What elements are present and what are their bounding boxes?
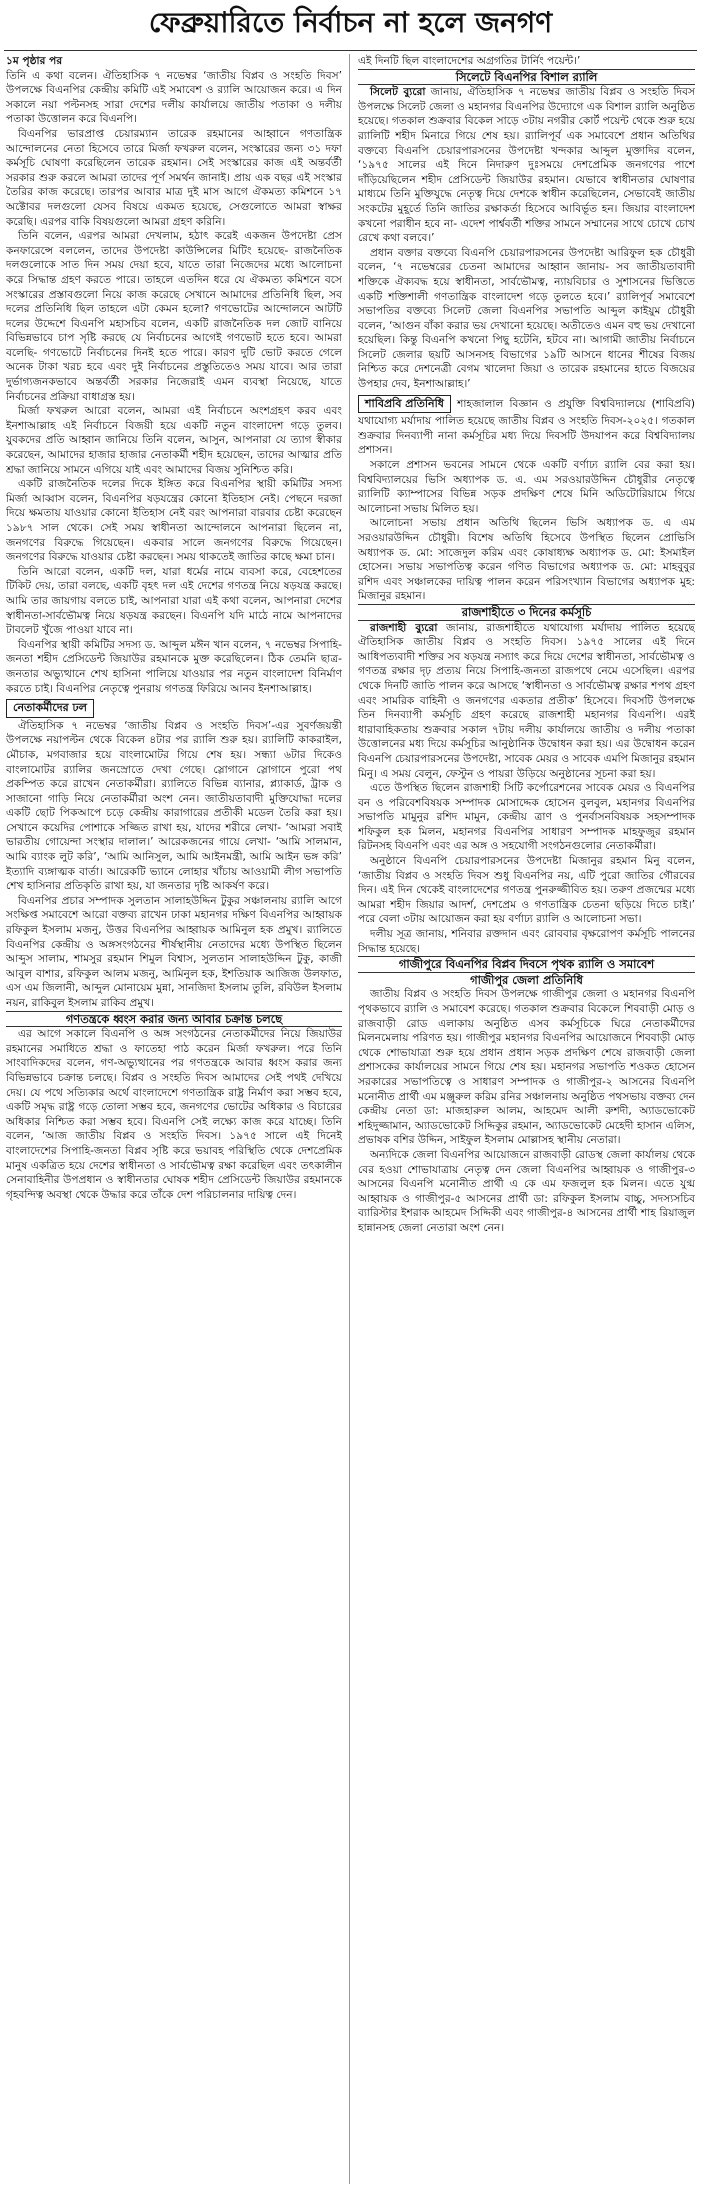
paragraph: বিএনপির প্রচার সম্পাদক সুলতান সালাহউদ্দিন টুকুর সঞ্চালনায় র‍্যালি আগে সংক্ষিপ্ত সমাবেশে আরো বক্তব্য রাখেন ঢাকা মহানগর দক্ষিণ বিএনপির আহ্বায়ক রফিকুল ইসলাম মজনু, উত্তর বিএনপির আহ্বায়ক আমিনুল হক প্রমুখ। র‍্যালিতে বিএনপির কেন্দ্রীয় ও অঙ্গসংগঠনের শীর্ষস্থানীয় নেতাদের মধ্যে উপস্থিত ছিলেন আব্দুস সালাম, শামসুর রহমান শিমুল বিশ্বাস, সুলতান সালাহউদ্দিন টুকু, কাজী আবুল বাশার, রফিকুল আলম মজনু, আমিনুল হক, ইশতিয়াক আজিজ উলফাত, এস এম জিলানী, আব্দুল মোনায়েম মুন্না, সানজিদা ইসলাম তুলি, রবিউল ইসলাম নয়ন, রাকিবুল ইসলাম রাকিব প্রমুখ। bbox=[6, 894, 342, 1009]
column-divider bbox=[349, 54, 350, 2184]
paragraph: বিএনপির স্থায়ী কমিটির সদস্য ড. আব্দুল মঈন খান বলেন, ৭ নভেম্বর সিপাহি-জনতা শহীদ প্রেসিডেন্ট জিয়াউর রহমানকে মুক্ত করেছিলেন। ঠিক তেমনি ছাত্র-জনতার অভ্যুত্থানে শেখ হাসিনা পালিয়ে যাওয়ার পর নতুন বাংলাদেশ বিনির্মাণ করতে চাই। বিএনপির নেতৃত্বে পুনরায় গণতন্ত্র ফিরিয়ে আনব ইনশাআল্লাহ। bbox=[6, 638, 342, 695]
subheading-gazipur: গাজীপুরে বিএনপির বিপ্লব দিবসে পৃথক র‍্যালি ও সমাবেশ bbox=[358, 956, 695, 973]
paragraph: তিনি আরো বলেন, একটি দল, যারা ধর্মের নামে ব্যবসা করে, বেহেশতের টিকিট দেয়, তারা বলছে, একটি বৃহৎ দল এই দেশের গণতন্ত্র নিয়ে ষড়যন্ত্র করছে। আমি তার জায়গায় বলতে চাই, আপনারা যারা এই কথা বলেন, আপনারা দেশের স্বাধীনতা-সার্বভৌমত্ব নিয়ে ষড়যন্ত্র করছেন। বিএনপি যদি মাঠে নামে আপনাদের টাবলেট খুঁজে পাওয়া যাবে না। bbox=[6, 565, 342, 637]
subheading-sylhet: সিলেটে বিএনপির বিশাল র‍্যালি bbox=[358, 69, 695, 86]
paragraph: অন্যদিকে জেলা বিএনপির আয়োজনে রাজবাড়ী রোডস্থ জেলা কার্যালয় থেকে বের হওয়া শোভাযাত্রায় নেতৃত্ব দেন জেলা বিএনপির আহ্বায়ক ও গাজীপুর-৩ আসনের বিএনপি মনোনীত প্রার্থী এ কে এম ফজলুল হক মিলন। এতে যুগ্ম আহ্বায়ক ও গাজীপুর-৫ আসনের প্রার্থী ডা: রফিকুল ইসলাম বাচ্চু, সদস্যসচিব ব্যারিস্টার ইশরাক আহমেদ সিদ্দিকী এবং গাজীপুর-৪ আসনের প্রার্থী শাহ রিয়াজুল হান্নানসহ জেলা নেতারা অংশ নেন। bbox=[358, 1148, 695, 1234]
subheading-conspiracy: গণতন্ত্রকে ধ্বংস করার জন্য আবার চক্রান্ত চলছে bbox=[6, 1011, 342, 1028]
paragraph: এর আগে সকালে বিএনপি ও অঙ্গ সংগঠনের নেতাকর্মীদের নিয়ে জিয়াউর রহমানের সমাধিতে শ্রদ্ধা ও ফাতেহা পাঠ করেন মির্জা ফখরুল। পরে তিনি সাংবাদিকদের বলেন, গণ-অভ্যুত্থানের পর গণতন্ত্রকে আবার ধ্বংস করার জন্য বিভিন্নভাবে চক্রান্ত চলছে। বিপ্লব ও সংহতি দিবস আমাদের সেই পথই দেখিয়ে দেয়। যে পথে সত্যিকার অর্থে বাংলাদেশে গণতান্ত্রিক রাষ্ট্র নির্মাণ করা সম্ভব হবে, একটি সমৃদ্ধ রাষ্ট্র গড়ে তোলা সম্ভব হবে, জনগণের ভোটের অধিকার ও বিচারের অধিকার নিশ্চিত করা সম্ভব হবে। বিএনপি সেই লক্ষ্যে কাজ করে যাচ্ছে। তিনি বলেন, ‘আজ জাতীয় বিপ্লব ও সংহতি দিবস। ১৯৭৫ সালে এই দিনেই বাংলাদেশের সিপাহি-জনতা বিপ্লব সৃষ্টি করে ভয়াবহ পরিস্থিতি থেকে দেশপ্রেমিক মানুষ একত্রিত হয়ে দেশের স্বাধীনতা ও সার্বভৌমত্ব রক্ষা করেছিল এবং তৎকালীন সেনাবাহিনীর উপপ্রধান ও স্বাধীনতার ঘোষক শহীদ প্রেসিডেন্ট জিয়াউর রহমানকে গৃহবন্দিত্ব অবস্থা থেকে উদ্ধার করে তাঁকে দেশ পরিচালনার দায়িত্ব দেন। bbox=[6, 1028, 342, 1201]
paragraph: সকালে প্রশাসন ভবনের সামনে থেকে একটি বর্ণাঢ্য র‍্যালি বের করা হয়। বিশ্ববিদ্যালয়ের ভিসি অধ্যাপক ড. এ. এম সরওয়ারউদ্দিন চৌধুরীর নেতৃত্বে র‍্যালিটি ক্যাম্পাসের বিভিন্ন সড়ক প্রদক্ষিণ শেষে মিনি অডিটোরিয়ামে গিয়ে আলোচনা সভায় মিলিত হয়। bbox=[358, 459, 695, 515]
headline-rule bbox=[4, 50, 697, 51]
paragraph: তিনি বলেন, এরপর আমরা দেখলাম, হঠাৎ করেই একজন উপদেষ্টা প্রেস কনফারেন্সে বললেন, তাদের উপদেষ্টা কাউন্সিলের মিটিং হয়েছে- রাজনৈতিক দলগুলোকে সাত দিন সময় দেয়া হবে, যাতে তারা নিজেদের মধ্যে আলোচনা করে সিদ্ধান্ত গ্রহণ করতে পারে। তাহলে এতদিন ধরে যে ঐকমত্য কমিশনে বসে সংস্কারের প্রস্তাবগুলো নিয়ে কাজ করেছে সেখানে আমাদের প্রতিনিধি ছিল, সব দলের প্রতিনিধি ছিল তাহলে এটা কেমন হলো? গণভোটের আন্দোলনে আটটি দলের উদ্দেশে বিএনপি মহাসচিব বলেন, একটি রাজনৈতিক দল জোট বানিয়ে বিভিন্নভাবে চাপ সৃষ্টি করছে যে নির্বাচনের আগেই গণভোট হতে হবে। আমরা বলেছি- গণভোটে নির্বাচনের দিনই হতে পারে। কারণ দুটি ভোট করতে গেলে অনেক টাকা খরচ হবে এবং দুই নির্বাচনের প্রস্তুতিতেও সময় যাবে। আর তারা দুর্ভাগ্যজনকভাবে অন্তর্বর্তী সরকার নিজেরাই এমন ব্যবস্থা নিয়েছে, যাতে নির্বাচনের প্রক্রিয়া বাধাগ্রস্ত হয়। bbox=[6, 230, 342, 403]
paragraph: তিনি এ কথা বলেন। ঐতিহাসিক ৭ নভেম্বর ‘জাতীয় বিপ্লব ও সংহতি দিবস’ উপলক্ষে বিএনপির কেন্দ্রীয় কমিটি এই সমাবেশ ও র‍্যালি আয়োজন করে। এ দিন সকালে নয়া পল্টনসহ সারা দেশের দলীয় কার্যালয়ে জাতীয় পতাকা ও দলীয় পতাকা উত্তোলন করে বিএনপি। bbox=[6, 69, 342, 126]
paragraph: এই দিনটি ছিল বাংলাদেশের অগ্রগতির টার্নিং পয়েন্ট।’ bbox=[358, 55, 581, 67]
left-column bbox=[6, 54, 342, 2186]
byline-rajshahi: রাজশাহী ব্যুরো bbox=[370, 621, 438, 634]
paragraph: বিএনপির ভারপ্রাপ্ত চেয়ারম্যান তারেক রহমানের আহ্বানে গণতান্ত্রিক আন্দোলনের নেতা হিসেবে তারে মির্জা ফখরুল বলেন, সংস্কারের জন্য ৩১ দফা কর্মসূচি ঘোষণা করেছিলেন তারেক রহমান। সেই সংস্কারের কাজ এই অন্তর্বর্তী সরকার শুরু করলে আমরা তাদের পূর্ণ সমর্থন জানাই। প্রায় এক বছর এই সংস্কার তৈরির কাজ করেছে। তারপর আবার মাত্র দুই মাস আগে ঐকমত্য কমিশনে ১৭ অক্টোবর দলগুলো যেসব বিষয়ে একমত হয়েছে, সেগুলোতে আমরা স্বাক্ষর করেছি। এরপর বাকি বিষয়গুলো আমরা গ্রহণ করিনি। bbox=[6, 127, 342, 228]
paragraph: জানায়, ঐতিহাসিক ৭ নভেম্বর জাতীয় বিপ্লব ও সংহতি দিবস উপলক্ষে সিলেট জেলা ও মহানগর বিএনপির উদ্যোগে এক বিশাল র‍্যালি অনুষ্ঠিত হয়েছে। গতকাল শুক্রবার বিকেল সাড়ে ৩টায় নগরীর কোর্ট পয়েন্ট থেকে শুরু হয়ে র‍্যালিটি শহীদ মিনারে গিয়ে শেষ হয়। র‍্যালিপূর্ব এক সমাবেশে প্রধান অতিথির বক্তব্যে বিএনপি চেয়ারপারসনের উপদেষ্টা খন্দকার আব্দুল মুক্তাদির বলেন, ‘১৯৭৫ সালের এই দিনে নিদারুণ দুঃসময়ে দেশপ্রেমিক জনগণের পাশে দাঁড়িয়েছিলেন শহীদ প্রেসিডেন্ট জিয়াউর রহমান। যেভাবে স্বাধীনতার ঘোষণার মাধ্যমে তিনি মুক্তিযুদ্ধে নেতৃত্ব দিয়ে দেশকে স্বাধীন করেছিলেন, সেভাবেই জাতীয় সংকটের মুহূর্তে তিনি জাতির রক্ষাকর্তা হিসেবে আবির্ভূত হন। জিয়ার বাংলাদেশ কখনো পরাধীন হবে না- এদেশ পার্শ্ববর্তী শক্তির সামনে সম্মানের সাথে চোখে চোখ রেখে কথা বলবে।’ bbox=[358, 86, 695, 245]
paragraph: আলোচনা সভায় প্রধান অতিথি ছিলেন ভিসি অধ্যাপক ড. এ এম সরওয়ারউদ্দিন চৌধুরী। বিশেষ অতিথি হিসেবে উপস্থিত ছিলেন প্রোভিসি অধ্যাপক ড. মো: সাজেদুল করিম এবং কোষাধ্যক্ষ অধ্যাপক ড. মো: ইসমাইল হোসেন। সভায় সভাপতিত্ব করেন গণিত বিভাগের অধ্যাপক ড. মো: মাহবুবুর রশিদ এবং সঞ্চালকের দায়িত্ব পালন করেন পরিসংখ্যান বিভাগের অধ্যাপক মুহ: মিজানুর রহমান। bbox=[358, 517, 695, 603]
right-column bbox=[358, 54, 695, 2186]
paragraph: প্রধান বক্তার বক্তব্যে বিএনপি চেয়ারপারসনের উপদেষ্টা আরিফুল হক চৌধুরী বলেন, ‘৭ নভেম্বরের চেতনা আমাদের আহ্বান জানায়- সব জাতীয়তাবাদী শক্তিকে ঐক্যবদ্ধ হয়ে স্বাধীনতা, সার্বভৌমত্ব, ন্যায়বিচার ও সুশাসনের ভিত্তিতে একটি শক্তিশালী গণতান্ত্রিক বাংলাদেশ গড়ে তুলতে হবে।’ র‍্যালিপূর্ব সমাবেশে সভাপতির বক্তব্যে সিলেট জেলা বিএনপির সভাপতি আব্দুল কাইয়ুম চৌধুরী বলেন, ‘আগুন বাঁকা করার ভয় দেখানো হয়েছে। অতীতেও এমন বহু ভয় দেখানো হয়েছিল। কিন্তু বিএনপি কখনো পিছু হটেনি, হটবে না। আগামী জাতীয় নির্বাচনে সিলেট জেলার ছয়টি আসনসহ বিভাগের ১৯টি আসনে ধানের শীষের বিজয় নিশ্চিত করে দেশনেত্রী বেগম খালেদা জিয়া ও তারেক রহমানের হাতে বিজয়ের উপহার দেব, ইনশাআল্লাহ।’ bbox=[358, 246, 695, 391]
paragraph: অনুষ্ঠানে বিএনপি চেয়ারপারসনের উপদেষ্টা মিজানুর রহমান মিনু বলেন, ‘জাতীয় বিপ্লব ও সংহতি দিবস শুধু বিএনপির নয়, এটি পুরো জাতির গৌরবের দিন। এই দিন থেকেই বাংলাদেশের গণতন্ত্র পুনরুজ্জীবিত হয়। তরুণ প্রজন্মের মধ্যে আমরা শহীদ জিয়ার আদর্শ, দেশপ্রেম ও গণতান্ত্রিক চেতনা ছড়িয়ে দিতে চাই।’ পরে বেলা ৩টায় আয়োজন করা হয় বর্ণাঢ্য র‍্যালি ও আলোচনা সভা। bbox=[358, 855, 695, 926]
paragraph: ঐতিহাসিক ৭ নভেম্বর ‘জাতীয় বিপ্লব ও সংহতি দিবস’-এর সুবর্ণজয়ন্তী উপলক্ষে নয়াপল্টন থেকে বিকেল ৪টার পর র‍্যালি শুরু হয়। র‍্যালিটি কাকরাইল, মৌচাক, মগবাজার হয়ে বাংলামোটর গিয়ে শেষ হয়। সন্ধ্যা ৬টার দিকেও বাংলামোটর র‍্যালির জনস্রোতে দেখা গেছে। স্লোগানে স্লোগানে পুরো পথ প্রকম্পিত করে রাখেন নেতাকর্মীরা। র‍্যালিতে বিভিন্ন ব্যানার, প্ল্যাকার্ড, ট্রাক ও সাজানো গাড়ি নিয়ে নেতাকর্মীরা অংশ নেন। জাতীয়তাবাদী মুক্তিযোদ্ধা দলের একটি ছোট পিকআপে চড়ে কেন্দ্রীয় কারাগারের প্রতীকী মডেল তৈরি করা হয়। সেখানে কয়েদির পোশাকে সজ্জিত রাখা হয়, যাদের শরীরে লেখা- ‘আমরা সবাই ভারতীয় গোয়েন্দা সংস্থার দালাল।’ আরেকজনের গায়ে লেখা- ‘আমি সালমান, আমি ব্যাংক লুট করি’, ‘আমি আনিসুল, আমি আইনমন্ত্রী, আমি আইন ভঙ্গ করি’ ইত্যাদি ব্যঙ্গাত্মক বার্তা। আরেকটি ভ্যানে লোহার খাঁচায় আওয়ামী লীগ সভাপতি শেখ হাসিনার প্রতিকৃতি রাখা হয়, যা জনতার দৃষ্টি আকর্ষণ করে। bbox=[6, 719, 342, 893]
paragraph: এতে উপস্থিত ছিলেন রাজশাহী সিটি কর্পোরেশনের সাবেক মেয়র ও বিএনপির বন ও পরিবেশবিষয়ক সম্পাদক মোসাদ্দেক হোসেন বুলবুল, মহানগর বিএনপির সভাপতি মামুনুর রশিদ মামুন, কেন্দ্রীয় ত্রাণ ও পুনর্বাসনবিষয়ক সহসম্পাদক শফিকুল হক মিলন, মহানগর বিএনপির সাধারণ সম্পাদক মাহফুজুর রহমান রিটনসহ বিএনপি এবং এর অঙ্গ ও সহযোগী সংগঠনগুলোর নেতাকর্মীরা। bbox=[358, 782, 695, 853]
paragraph: জাতীয় বিপ্লব ও সংহতি দিবস উপলক্ষে গাজীপুর জেলা ও মহানগর বিএনপি পৃথকভাবে র‍্যালি ও সমাবেশ করেছে। গতকাল শুক্রবার বিকেলে শিববাড়ী মোড় ও রাজবাড়ী রোড এলাকায় অনুষ্ঠিত এসব কর্মসূচিকে ঘিরে নেতাকর্মীদের মিলনমেলায় পরিণত হয়। গাজীপুর মহানগর বিএনপির আয়োজনে শিববাড়ী মোড় থেকে শোভাযাত্রা শুরু হয়ে প্রধান প্রধান সড়ক প্রদক্ষিণ শেষে রাজবাড়ী জেলা প্রশাসকের কার্যালয়ের সামনে গিয়ে শেষ হয়। মহানগর সভাপতি শওকত হোসেন সরকারের সভাপতিত্বে ও সাধারণ সম্পাদক ও গাজীপুর-২ আসনের বিএনপি মনোনীত প্রার্থী এম মঞ্জুরুল করিম রনির সঞ্চালনায় অনুষ্ঠিত পথসভায় বক্তব্য দেন কেন্দ্রীয় নেতা ডা: মাজহারুল আলম, আহমেদ আলী রুশদী, অ্যাডভোকেট শহিদুজ্জামান, অ্যাডভোকেট সিদ্দিকুর রহমান, অ্যাডভোকেট মেহেদী হাসান এলিস, প্রভাষক বশির উদ্দিন, সাইফুল ইসলাম মোল্লাসহ স্থানীয় নেতারা। bbox=[358, 988, 695, 1147]
byline-sylhet: সিলেট ব্যুরো bbox=[370, 86, 426, 99]
paragraph: মির্জা ফখরুল আরো বলেন, আমরা এই নির্বাচনে অংশগ্রহণ করব এবং ইনশাআল্লাহ এই নির্বাচনে বিজয়ী হয়ে একটি নতুন বাংলাদেশ গড়ে তুলব। যুবকদের প্রতি আহ্বান জানিয়ে তিনি বলেন, আসুন, আপনারা যে ত্যাগ স্বীকার করেছেন, আমাদের হাজার হাজার নেতাকর্মী শহীদ হয়েছেন, তাদের আত্মার প্রতি শ্রদ্ধা জানিয়ে সামনে এগিয়ে যাই এবং আমাদের বিজয় সুনিশ্চিত করি। bbox=[6, 405, 342, 476]
section-heading-shabiprobi: শাবিপ্রবি প্রতিনিধি bbox=[358, 395, 451, 414]
paragraph: শাহজালাল বিজ্ঞান ও প্রযুক্তি বিশ্ববিদ্যালয়ে (শাবিপ্রবি) যথাযোগ্য মর্যাদায় পালিত হয়েছে জাতীয় বিপ্লব ও সংহতি দিবস-২০২৫। গতকাল শুক্রবার দিনব্যাপী নানা কর্মসূচির মধ্য দিয়ে দিবসটি উদযাপন করে বিশ্ববিদ্যালয় প্রশাসন। bbox=[358, 397, 695, 457]
continued-kicker: ১ম পৃষ্ঠার পর bbox=[6, 55, 63, 67]
paragraph: জানায়, রাজশাহীতে যথাযোগ্য মর্যাদায় পালিত হয়েছে ঐতিহাসিক জাতীয় বিপ্লব ও সংহতি দিবস। ১৯৭৫ সালের এই দিনে আধিপত্যবাদী শক্তির সব ষড়যন্ত্র নস্যাৎ করে দিয়ে দেশের স্বাধীনতা, সার্বভৌমত্ব ও গণতন্ত্র রক্ষার দৃঢ় প্রত্যয় নিয়ে সিপাহি-জনতা রাজপথে নেমে এসেছিল। এরপর থেকে দিনটি জাতি পালন করে আসছে ‘স্বাধীনতা ও সার্বভৌমত্ব রক্ষার শপথ গ্রহণ এবং সামরিক বাহিনী ও জনগণের একতার প্রতীক’ হিসেবে। দিবসটি উপলক্ষে তিন দিনব্যাপী কর্মসূচি গ্রহণ করেছে রাজশাহী মহানগর বিএনপি। এরই ধারাবাহিকতায় শুক্রবার সকাল ৭টায় দলীয় কার্যালয়ে জাতীয় ও দলীয় পতাকা উত্তোলনের মধ্য দিয়ে কর্মসূচির আনুষ্ঠানিক উদ্বোধন করা হয়। এর উদ্বোধন করেন বিএনপি চেয়ারপারসনের উপদেষ্টা, সাবেক মেয়র ও সাবেক এমপি মিজানুর রহমান মিনু। এ সময় বেলুন, ফেস্টুন ও পায়রা উড়িয়ে অনুষ্ঠানের সূচনা করা হয়। bbox=[358, 621, 695, 780]
headline: ফেব্রুয়ারিতে নির্বাচন না হলে জনগণ bbox=[148, 6, 553, 39]
subheading-rajshahi: রাজশাহীতে ৩ দিনের কর্মসূচি bbox=[358, 604, 695, 621]
paragraph: দলীয় সূত্র জানায়, শনিবার রক্তদান এবং রোববার বৃক্ষরোপণ কর্মসূচি পালনের সিদ্ধান্ত হয়েছে। bbox=[358, 928, 695, 955]
byline-gazipur: গাজীপুর জেলা প্রতিনিধি bbox=[470, 972, 583, 987]
paragraph: একটি রাজনৈতিক দলের দিকে ইঙ্গিত করে বিএনপির স্থায়ী কমিটির সদস্য মির্জা আব্বাস বলেন, বিএনপির ষড়যন্ত্রের কোনো ইতিহাস নেই। পেছনে দরজা দিয়ে ক্ষমতায় যাওয়ার কোনো ইতিহাস নেই বরং আপনারা বারবার চেষ্টা করেছেন ১৯৮৭ সাল থেকে। সেই সময় স্বাধীনতা আন্দোলনে আপনারা ছিলেন না, জনগণের বিরুদ্ধে গিয়েছেন। একবার সালে জনগণের বিরুদ্ধে গিয়েছেন। জনগণের বিরুদ্ধে যাওয়ার চেষ্টা করছেন। সময় থাকতেই জাতির কাছে ক্ষমা চান। bbox=[6, 478, 342, 564]
section-heading-leaders: নেতাকর্মীদের ঢল bbox=[6, 699, 94, 718]
